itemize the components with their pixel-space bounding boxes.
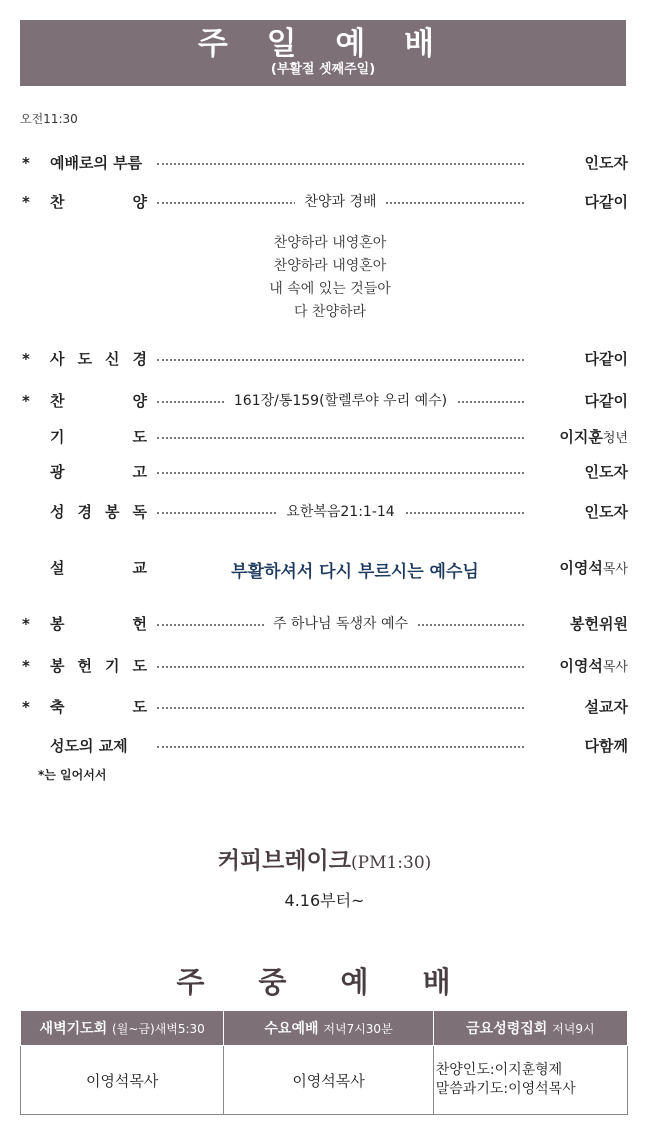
order-label: 광 고: [50, 463, 147, 481]
order-leader: 봉헌위원: [570, 615, 628, 633]
order-row-scripture: [20, 501, 630, 525]
service-banner: [20, 20, 626, 86]
weekly-services-table: [20, 1010, 628, 1115]
service-time: 오전11:30: [20, 112, 78, 126]
order-leader: 인도자: [584, 463, 628, 481]
standing-note: *는 일어서서: [38, 768, 107, 782]
order-label: 성도의 교제: [50, 737, 128, 755]
order-label: 사 도 신 경: [50, 350, 147, 368]
weekly-services-title: 주 중 예 배: [176, 965, 473, 999]
table-cell-dawn-prayer: 이영석목사: [21, 1046, 224, 1115]
order-detail: 찬양과 경배: [157, 191, 524, 211]
order-label: 예배로의 부름: [50, 154, 143, 172]
coffee-break-heading: [0, 842, 649, 875]
order-row-call-to-worship: * 예배로의 부름 인도자: [22, 154, 628, 172]
order-row-benediction: * 축 도 설교자: [22, 698, 628, 716]
order-label: 축 도: [50, 698, 147, 716]
coffee-break-date: 4.16부터~: [284, 891, 365, 910]
order-leader: 다같이: [584, 392, 628, 410]
order-label: 찬 양: [50, 392, 147, 410]
dotted-leader: [157, 437, 524, 439]
order-row-offering: * 봉 헌 주 하나님 독생자 예수 봉헌위원: [22, 615, 628, 633]
order-row-announcements: [20, 461, 630, 485]
order-leader: 다같이: [584, 350, 628, 368]
order-label: 설 교: [50, 559, 147, 577]
order-row-offering-prayer: * 봉 헌 기 도 이영석목사: [22, 657, 628, 675]
order-label: 봉 헌 기 도: [50, 657, 147, 675]
order-leader: 다함께: [584, 737, 628, 755]
dotted-leader: [157, 163, 524, 165]
table-cell-wednesday: 이영석목사: [224, 1046, 433, 1115]
order-leader: 이지훈청년: [559, 428, 628, 446]
order-label: 성 경 봉 독: [50, 503, 147, 521]
order-leader: 다같이: [584, 193, 628, 211]
order-label: 찬 양: [50, 193, 147, 211]
coffee-break-title: 커피브레이크: [217, 848, 351, 874]
table-header-dawn-prayer: 새벽기도회 (월~금)새벽5:30: [21, 1011, 224, 1046]
order-label: 봉 헌: [50, 615, 147, 633]
order-row-sermon: [20, 557, 630, 581]
table-header-friday: 금요성령집회 저녁9시: [433, 1011, 627, 1046]
order-row-fellowship: [20, 735, 630, 759]
order-row-apostles-creed: * 사 도 신 경 다같이: [22, 350, 628, 368]
order-detail: 161장/통159(할렐루야 우리 예수): [157, 390, 524, 410]
order-leader: 설교자: [584, 698, 628, 716]
dotted-leader: [157, 707, 524, 709]
order-row-hymn: * 찬 양 161장/통159(할렐루야 우리 예수) 다같이: [22, 392, 628, 410]
order-leader: 인도자: [584, 154, 628, 172]
order-detail: 주 하나님 독생자 예수: [157, 613, 524, 633]
order-label: 기 도: [50, 428, 147, 446]
sermon-title: 부활하셔서 다시 부르시는 예수님: [231, 562, 479, 582]
table-header-wednesday: 수요예배 저녁7시30분: [224, 1011, 433, 1046]
order-detail: 요한복음21:1-14: [157, 501, 524, 521]
dotted-leader: [157, 472, 524, 474]
order-leader: 인도자: [584, 503, 628, 521]
praise-lyrics: 찬양하라 내영혼아 찬양하라 내영혼아 내 속에 있는 것들아 다 찬양하라: [269, 235, 391, 320]
dotted-leader: [157, 666, 524, 668]
service-subtitle: (부활절 셋째주일): [270, 62, 376, 77]
order-row-prayer: [20, 426, 630, 450]
order-leader: 이영석목사: [559, 559, 628, 577]
order-leader: 이영석목사: [559, 657, 628, 675]
order-row-praise: * 찬 양 찬양과 경배 다같이: [22, 193, 628, 211]
dotted-leader: [157, 746, 524, 748]
dotted-leader: [157, 359, 524, 361]
coffee-break-time: (PM1:30): [351, 853, 432, 873]
table-cell-friday: 찬양인도:이지훈형제 말씀과기도:이영석목사: [433, 1046, 627, 1115]
service-title: 주 일 예 배: [197, 26, 449, 62]
